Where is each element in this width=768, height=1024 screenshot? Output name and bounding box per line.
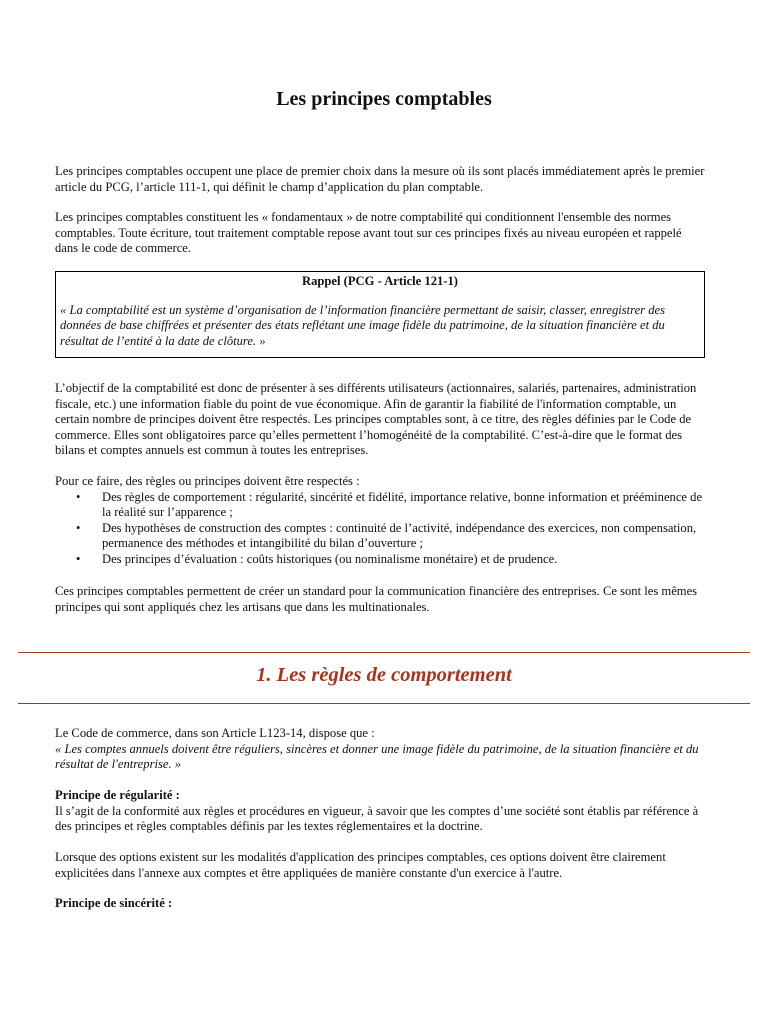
intro-text-1: Les principes comptables occupent une place de premier choix dans la mesure où ils sont placés immédiatement après le premier article du PCG, l’article 111-1, qui définit le champ d’application du plan comptable. (55, 164, 705, 194)
principles-list (55, 490, 705, 568)
list-item-text: Des hypothèses de construction des comptes : continuité de l’activité, indépendance des exercices, non compensation, permanence des méthodes et intangibilité du bilan d’ouverture ; (102, 520, 697, 551)
conclusion-text: Ces principes comptables permettent de créer un standard pour la communication financière des entreprises. Ce sont les mêmes principes qui sont appliqués chez les artisans que dans les multinationales. (55, 584, 698, 614)
code-quote-text: « Les comptes annuels doivent être réguliers, sincères et donner une image fidèle du patrimoine, de la situation financière et du résultat de l'entreprise. » (55, 741, 699, 772)
sincerite-title: Principe de sincérité : (55, 896, 173, 910)
rappel-quote: « La comptabilité est un système d’organisation de l’information financière permettant de saisir, classer, enregistrer des données de base chiffrées et présenter des états reflétant une image fidèle du patrimoine, de la situation financière et du résultat de l’entité à la date de clôture. » (60, 302, 666, 348)
options-paragraph (55, 850, 705, 881)
list-item (55, 552, 705, 568)
section-top-rule (18, 652, 750, 653)
principles-list-block (55, 474, 705, 568)
regularite-text: Il s’agit de la conformité aux règles et procédures en vigueur, à savoir que les comptes d’une société sont établis par référence à des principes et règles comptables définis par les textes réglementaires et la doctrine. (55, 803, 699, 834)
code-commerce-block (55, 726, 705, 773)
bullet-icon: • (76, 489, 81, 504)
section-bottom-rule (18, 703, 750, 704)
list-item-text: Des règles de comportement : régularité, sincérité et fidélité, importance relative, bonne information et prééminence de la réalité sur l’apparence ; (102, 489, 703, 520)
conclusion-paragraph (55, 584, 705, 615)
objectif-paragraph (55, 381, 705, 459)
page-title: Les principes comptables (276, 88, 492, 110)
code-intro-text: Le Code de commerce, dans son Article L123-14, dispose que : (55, 726, 375, 740)
list-item-text: Des principes d’évaluation : coûts historiques (ou nominalisme monétaire) et de prudence. (102, 551, 558, 566)
sincerite-block (55, 896, 705, 912)
rappel-title: Rappel (PCG - Article 121-1) (302, 274, 458, 288)
list-item (55, 521, 705, 552)
regularite-block (55, 788, 705, 835)
intro-text-2: Les principes comptables constituent les « fondamentaux » de notre comptabilité qui conditionnent l'ensemble des normes comptables. Toute écriture, tout traitement comptable repose avant tout sur ces principes fixés au niveau européen et rappelé dans le code de commerce. (55, 210, 682, 256)
regularite-title: Principe de régularité : (55, 788, 180, 802)
intro-paragraph-1 (55, 164, 705, 195)
rappel-box (55, 271, 705, 358)
list-item (55, 490, 705, 521)
objectif-text: L’objectif de la comptabilité est donc de présenter à ses différents utilisateurs (actionnaires, salariés, partenaires, administration fiscale, etc.) une information fiable du point de vue économique. Afin de garantir la fiabilité de l'information comptable, un certain nombre de principes doivent être respectés. Les principes comptables sont, à ce titre, des règles définies par le Code de commerce. Elles sont obligatoires parce qu’elles permettent l’homogénéité de la comptabilité. C’est-à-dire que le format des bilans et comptes annuels est commun à toutes les entreprises. (55, 381, 697, 458)
section-heading: 1. Les règles de comportement (256, 664, 512, 686)
pour-ce-faire-text: Pour ce faire, des règles ou principes doivent être respectés : (55, 474, 360, 488)
intro-paragraph-2 (55, 210, 705, 257)
options-text: Lorsque des options existent sur les modalités d'application des principes comptables, ces options doivent être clairement explicitées dans l'annexe aux comptes et être appliquées de manière constante d'un exercice à l'autre. (55, 850, 666, 880)
bullet-icon: • (76, 551, 81, 566)
bullet-icon: • (76, 520, 81, 535)
